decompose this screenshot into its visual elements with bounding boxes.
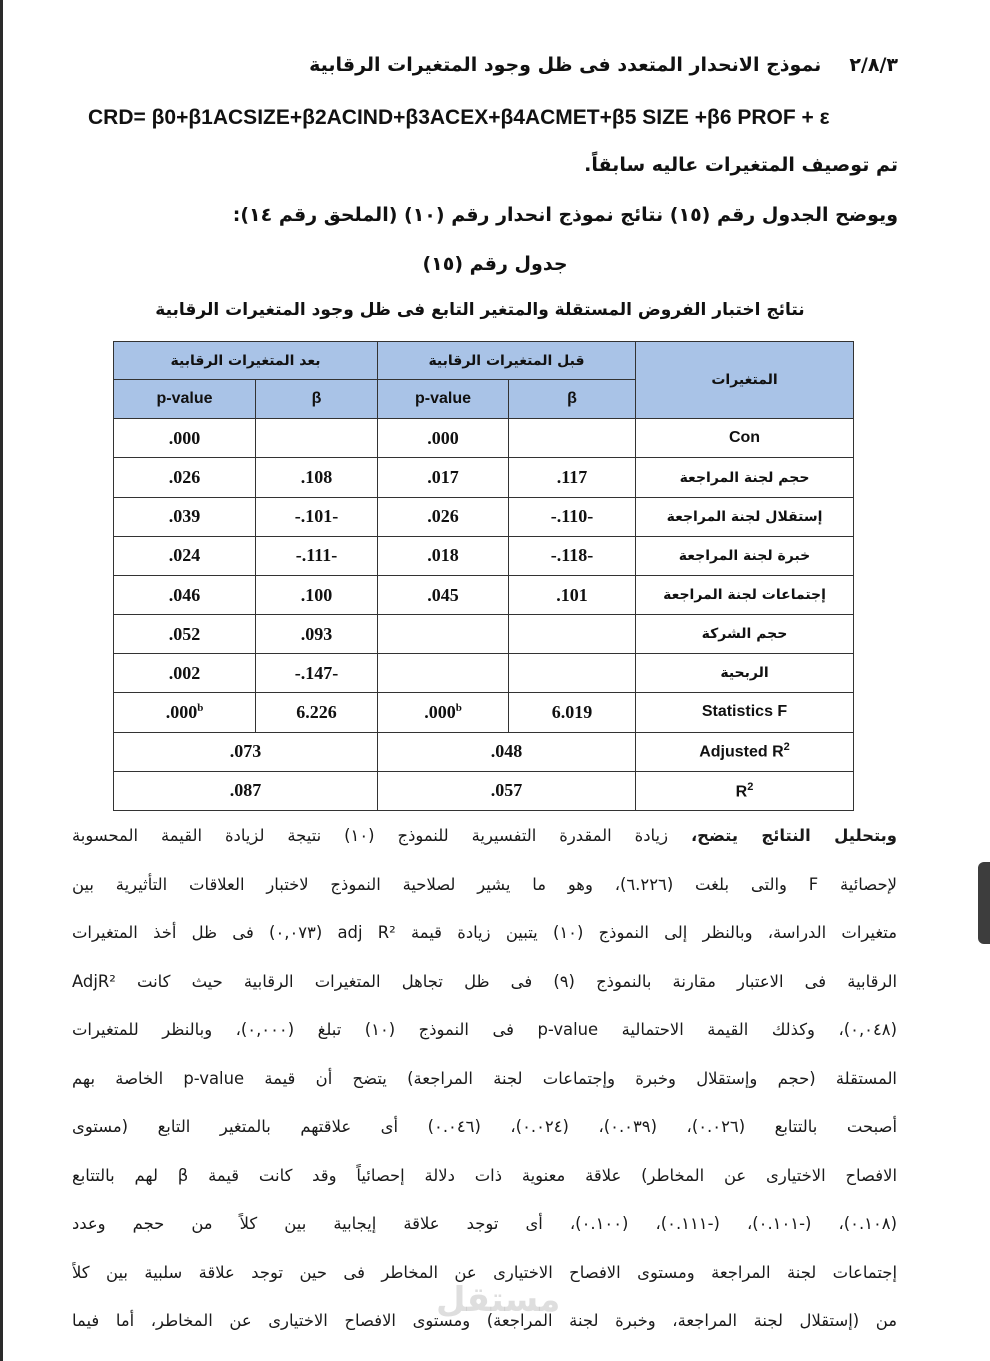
table-row: [114, 497, 854, 536]
table-row: [114, 654, 854, 693]
beta-before: [509, 654, 636, 693]
table-title: نتائج اختبار الفروض المستقلة والمتغير التابع فى ظل وجود المتغيرات الرقابية: [155, 300, 805, 320]
pvalue-after: .024: [114, 536, 256, 575]
paragraph-line: الافصاح الاختيارى عن المخاطر) علاقة معنوية ذات دلالة إحصائياً وقد كانت قيمة β لهم بالتتابع: [72, 1165, 897, 1185]
r2-before: .057: [378, 771, 636, 810]
section-heading: [78, 54, 898, 76]
paragraph-line: إجتماعات لجنة المراجعة ومستوى الافصاح الاختيارى عن المخاطر فى حين توجد علاقة سلبية بين كلاً: [72, 1262, 897, 1282]
paragraph-line: لإحصائية F والتى بلغت (٦.٢٢٦)، وهو ما يشير لصلاحية النموذج لاختبار العلاقات التأثيرية بين: [72, 874, 897, 894]
table-row: [114, 419, 854, 458]
watermark-logo: مستقل: [436, 1280, 561, 1320]
row-label: الربحية: [636, 654, 854, 693]
adj-r2-after: .073: [114, 732, 378, 771]
beta-before: [509, 615, 636, 654]
pvalue-before: .017: [378, 458, 509, 497]
paragraph-line: متغيرات الدراسة، وبالنظر إلى النموذج (١٠) يتبين زيادة قيمة adj R² (٠,٠٧٣) فى ظل أخذ المتغيرات: [72, 923, 897, 942]
pvalue-before: [378, 615, 509, 654]
pvalue-before-header: p-value: [378, 380, 509, 419]
row-label: Statistics F: [636, 693, 854, 732]
analysis-lead: وبتحليل النتائج يتضح،: [690, 826, 897, 845]
f-pvalue-before: .000$^b$: [378, 693, 509, 732]
row-label: Con: [636, 419, 854, 458]
beta-after: -.147-: [256, 654, 378, 693]
paragraph-line: المستقلة (حجم وإستقلال وخبرة وإجتماعات لجنة المراجعة) يتضح أن قيمة p-value الخاصة بهم: [72, 1068, 897, 1088]
adj-r2-before: .048: [378, 732, 636, 771]
pvalue-after: .026: [114, 458, 256, 497]
row-label: إستقلال لجنة المراجعة: [636, 497, 854, 536]
f-before: 6.019: [509, 693, 636, 732]
intro-line-2: ويوضح الجدول رقم (١٥) نتائج نموذج انحدار رقم (١٠) (الملحق رقم ١٤):: [232, 204, 898, 226]
paragraph-line: (٠,٠٤٨)، وكذلك القيمة الاحتمالية p-value فى النموذج (١٠) تبلغ (٠,٠٠٠)، وبالنظر للمتغيرات: [72, 1020, 897, 1039]
before-controls-header: قبل المتغيرات الرقابية: [378, 342, 636, 380]
paragraph-line: (٠.١٠٨)، (-٠.١٠١)، (-٠.١١١)، (٠.١٠٠)، أى توجد علاقة إيجابية بين كلاً من حجم وعدد: [72, 1214, 897, 1233]
row-label: $R^2$: [636, 771, 854, 810]
pvalue-after: .000: [114, 419, 256, 458]
f-pvalue-after: .000$^b$: [114, 693, 256, 732]
pvalue-after-header: p-value: [114, 380, 256, 419]
after-controls-header: بعد المتغيرات الرقابية: [114, 342, 378, 380]
pvalue-after: .039: [114, 497, 256, 536]
beta-after: -.111-: [256, 536, 378, 575]
intro-line-1: تم توصيف المتغيرات عاليه سابقاً.: [584, 154, 898, 176]
row-label: خبرة لجنة المراجعة: [636, 536, 854, 575]
row-label: إجتماعات لجنة المراجعة: [636, 575, 854, 614]
beta-before: [509, 419, 636, 458]
table-row: [114, 575, 854, 614]
beta-before-header: β: [509, 380, 636, 419]
table-row: [114, 458, 854, 497]
pvalue-after: .052: [114, 615, 256, 654]
paragraph-line: أصبحت بالتتابع (٠.٠٢٦)، (٠.٠٣٩)، (٠.٠٢٤)، (٠.٠٤٦) أى علاقتهم بالمتغير التابع (مستوى: [72, 1117, 897, 1136]
adj-r2-row: [114, 732, 854, 771]
beta-after: -.101-: [256, 497, 378, 536]
pvalue-before: .026: [378, 497, 509, 536]
pvalue-before: [378, 654, 509, 693]
beta-before: .117: [509, 458, 636, 497]
page-edge: [0, 0, 3, 1361]
results-table: [113, 341, 854, 811]
beta-before: -.118-: [509, 536, 636, 575]
pvalue-before: .018: [378, 536, 509, 575]
scroll-handle[interactable]: [978, 862, 990, 944]
beta-before: -.110-: [509, 497, 636, 536]
beta-after-header: β: [256, 380, 378, 419]
paragraph-line: الرقابية فى الاعتبار مقارنة بالنموذج (٩) فى ظل تجاهل المتغيرات الرقابية حيث كانت AdjR²: [72, 971, 897, 991]
pvalue-before: .045: [378, 575, 509, 614]
row-label: Adjusted $R^2$: [636, 732, 854, 771]
beta-after: .100: [256, 575, 378, 614]
variables-header: المتغيرات: [636, 342, 854, 419]
table-number: جدول رقم (١٥): [422, 253, 568, 275]
fstat-row: [114, 693, 854, 732]
paragraph-line: وبتحليل النتائج يتضح، زيادة المقدرة التفسيرية للنموذج (١٠) نتيجة لزيادة القيمة المحسوبة: [72, 826, 897, 845]
pvalue-before: .000: [378, 419, 509, 458]
table-row: [114, 615, 854, 654]
beta-after: .093: [256, 615, 378, 654]
section-number: ٢/٨/٣: [849, 54, 898, 76]
row-label: حجم الشركة: [636, 615, 854, 654]
f-after: 6.226: [256, 693, 378, 732]
analysis-paragraph: [72, 812, 897, 1346]
pvalue-after: .046: [114, 575, 256, 614]
beta-after: .108: [256, 458, 378, 497]
beta-before: .101: [509, 575, 636, 614]
r2-after: .087: [114, 771, 378, 810]
regression-equation: CRD= β0+β1ACSIZE+β2ACIND+β3ACEX+β4ACMET+β5 SIZE +β6 PROF + ε: [88, 106, 830, 129]
r2-row: [114, 771, 854, 810]
beta-after: [256, 419, 378, 458]
paragraph-line: من (إستقلال لجنة المراجعة، وخبرة لجنة المراجعة) ومستوى الافصاح الاختيارى عن المخاطر، أما فيما: [72, 1311, 897, 1330]
table-row: [114, 536, 854, 575]
section-title: نموذج الانحدار المتعدد فى ظل وجود المتغيرات الرقابية: [309, 54, 822, 76]
row-label: حجم لجنة المراجعة: [636, 458, 854, 497]
pvalue-after: .002: [114, 654, 256, 693]
